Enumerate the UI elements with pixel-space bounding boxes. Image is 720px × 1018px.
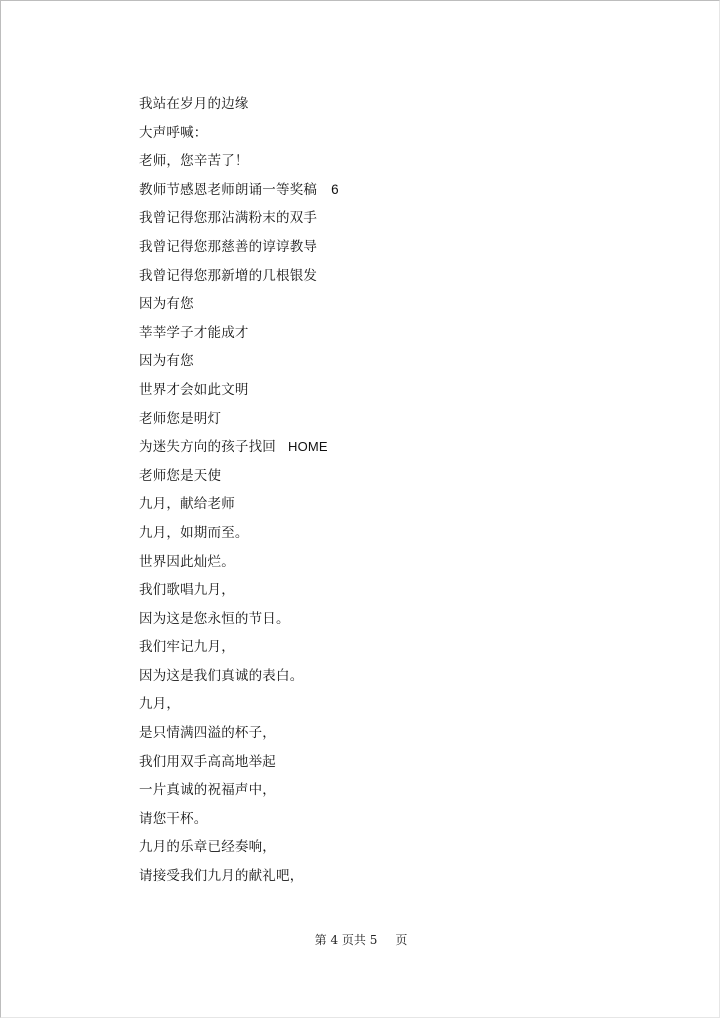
text-line-content: 老师您是明灯	[139, 410, 222, 427]
text-line	[139, 434, 639, 463]
text-line	[139, 863, 639, 892]
text-line-content: 九月，如期而至。	[139, 524, 249, 541]
text-line-content: 我们歌唱九月，	[139, 582, 235, 599]
text-line-content: 老师，您辛苦了！	[139, 153, 249, 170]
text-line	[139, 520, 639, 549]
text-line-content: 我们牢记九月，	[139, 639, 235, 656]
text-line	[139, 120, 639, 149]
text-line	[139, 406, 639, 435]
text-line	[139, 577, 639, 606]
text-line-content: 为迷失方向的孩子找回	[139, 439, 276, 456]
text-line	[139, 606, 639, 635]
text-line-content: 我曾记得您那沾满粉末的双手	[139, 210, 318, 227]
text-line	[139, 491, 639, 520]
poem-body	[139, 91, 639, 892]
text-line-content: 一片真诚的祝福声中，	[139, 782, 276, 799]
text-line	[139, 377, 639, 406]
section-title: 教师节感恩老师朗诵一等奖稿	[139, 181, 318, 198]
text-line	[139, 205, 639, 234]
text-line-content: 莘莘学子才能成才	[139, 324, 249, 341]
section-title-line	[139, 177, 639, 206]
text-line	[139, 634, 639, 663]
text-line-content: 九月，献给老师	[139, 496, 235, 513]
text-line-content: 我曾记得您那慈善的谆谆教导	[139, 238, 318, 255]
text-line	[139, 749, 639, 778]
text-line-content: 请您干杯。	[139, 810, 208, 827]
text-line-content: 世界才会如此文明	[139, 381, 249, 398]
text-line-content: 因为这是您永恒的节日。	[139, 610, 290, 627]
text-line-content: 因为有您	[139, 353, 194, 370]
page-footer	[1, 931, 720, 949]
page-unit-label: 页	[395, 933, 408, 947]
text-line	[139, 720, 639, 749]
text-line-content: 我站在岁月的边缘	[139, 96, 249, 112]
text-line-content: 我曾记得您那新增的几根银发	[139, 267, 318, 284]
text-line	[139, 777, 639, 806]
text-line-content: 世界因此灿烂。	[139, 553, 235, 570]
text-line-content: 我们用双手高高地举起	[139, 753, 276, 770]
text-line	[139, 463, 639, 492]
text-line	[139, 263, 639, 292]
text-line	[139, 691, 639, 720]
text-line	[139, 291, 639, 320]
text-line	[139, 348, 639, 377]
text-line	[139, 806, 639, 835]
text-line-content: 是只情满四溢的杯子，	[139, 725, 276, 742]
text-line	[139, 234, 639, 263]
text-line-content: 因为有您	[139, 296, 194, 313]
text-line-content: 请接受我们九月的献礼吧，	[139, 868, 304, 885]
text-line-content: 九月的乐章已经奏响，	[139, 839, 276, 856]
text-line-content: 老师您是天使	[139, 467, 222, 484]
page-number-label: 第 4 页共 5	[314, 933, 378, 947]
text-line	[139, 320, 639, 349]
text-line	[139, 91, 639, 120]
text-line-content: 九月，	[139, 696, 181, 713]
text-line	[139, 549, 639, 578]
text-line-content: 因为这是我们真诚的表白。	[139, 667, 304, 684]
home-word: HOME	[288, 439, 328, 455]
text-line	[139, 663, 639, 692]
text-line	[139, 148, 639, 177]
text-line	[139, 834, 639, 863]
text-line-content: 大声呼喊：	[139, 124, 208, 141]
section-number: 6	[331, 181, 339, 197]
